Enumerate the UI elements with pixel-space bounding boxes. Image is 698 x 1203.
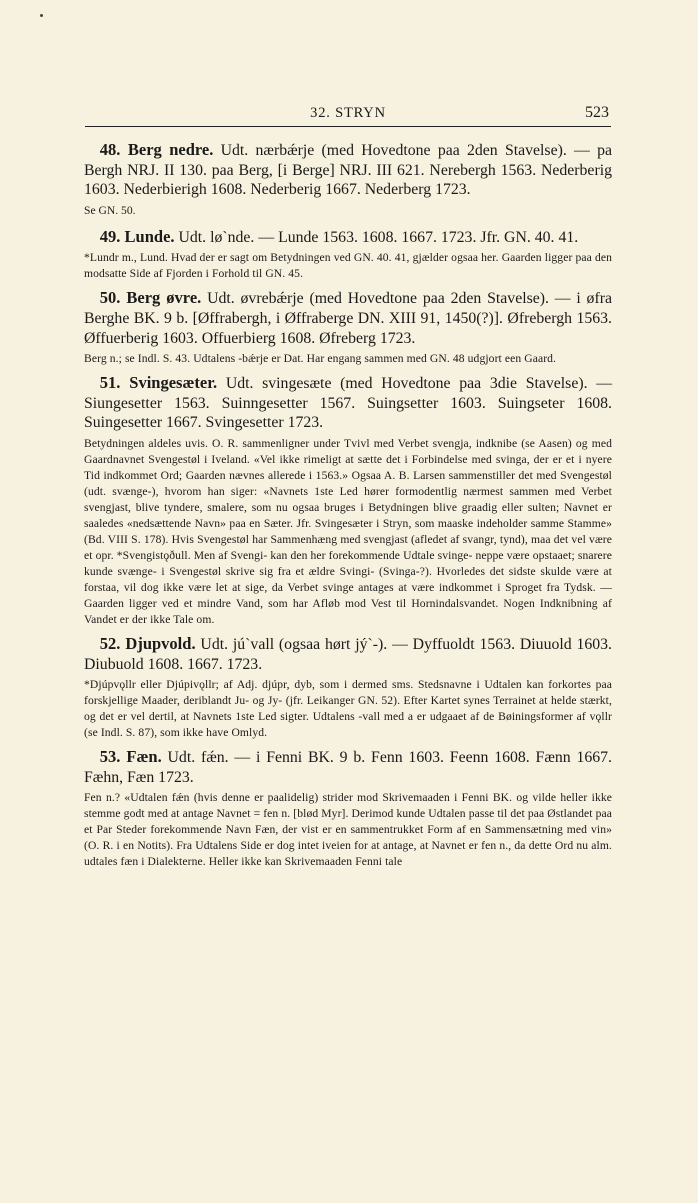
entry-note: Betydningen aldeles uvis. O. R. sammenligner under Tvivl med Verbet svengja, indknibe (se Aasen) og med Gaardnavnet Svengestøl i Iveland. «Vel ikke rimeligt at sætte det i Forbindelse med svinga, der er et i nyere Tid indkommet Ord; Gaarden nævnes allerede i 1563.» Ogsaa A. B. Larsen sammenstiller det med Svengestøl (udt. svænge-), hvorom han siger: «Navnets 1ste Led hører formodentlig nærmest sammen med Verbet svengjast, blive tyndere, smalere, som nu ogsaa bruges i Betydningen blive graadig eller sulten; Navnet er saaledes «nedsættende Navn» paa en Sæter. Jfr. Svingesæter i Stryn, som maaske indeholder samme Stamme» (Bd. VIII S. 178). Hvis Svengestøl har Sammenhæng med svengjast (afledet af svangr, tynd), maa det vel være et opr. *Svengistǫðull. Men af Svengi- kan den her forekommende Udtale svinge- neppe være opstaaet; snarere kunde svænge- i Svengestøl skrive sig fra et ældre Svingi- (Svinga-?). Hvorledes det sidste skulde være at forstaa, vil dog ikke være let at sige, da Verbet svinge antages at være indkommet i Sproget fra Tydsk. — Gaarden ligger ved et mindre Vand, som har Afløb mod Vest til Hornindalsvandet. Nogen Indknibning af Vandet er der ikke Tale om. — [84, 436, 612, 626]
entry-note: Berg n.; se Indl. S. 43. Udtalens -bǽrje er Dat. Har engang sammen med GN. 48 udgjort een Gaard. — [84, 352, 557, 366]
entry-note: *Djúpvǫllr eller Djúpivǫllr; af Adj. djúpr, dyb, som i dermed sms. Stedsnavne i Udtalen kan forkortes paa forskjellige Maader, deriblandt Ju- og Jy- (jfr. Leikanger GN. 52). Efter Kartet synes Terrainet at helde stærkt, og det er vel dertil, at Navnets 1ste Led sigter. Udtalens -vall med a er udgaaet af de Bøiningsformer af vǫllr (se Indl. S. 87), som ikke have Omlyd. — [84, 678, 612, 740]
entry-name: Berg øvre. — [126, 288, 202, 308]
entry-note: *Lundr m., Lund. Hvad der er sagt om Betydningen ved GN. 40. 41, gjælder ogsaa her. Gaarden ligger paa den modsatte Side af Fjorden i Forhold til GN. 45. — [84, 251, 612, 281]
entry-text: Udt. jú`vall (ogsaa hørt jý`-). — Dyffuoldt 1563. Diuuold 1603. Diubuold 1608. 1667. 1723. — [84, 635, 613, 673]
entry-main — [84, 140, 612, 200]
entry-name: Lunde. — [124, 226, 175, 246]
print-speck — [40, 14, 43, 17]
entry-number: 53. — [99, 747, 121, 767]
entry-53 — [84, 747, 612, 870]
entry-text: Udt. øvrebǽrje (med Hovedtone paa 2den Stavelse). — i øfra Berghe BK. 9 b. [Øffrabergh, i Øffraberge DN. XIII 91, 1450(?)]. Øfrebergh 1563. Øffuerberig 1603. Offuerbierg 1608. Øfreberg 1723. — [84, 290, 612, 347]
entries — [84, 140, 612, 876]
entry-51 — [84, 373, 612, 628]
entry-number: 52. — [99, 633, 121, 653]
entry-main — [84, 634, 612, 674]
entry-49 — [84, 227, 612, 283]
entry-note: Fen n.? «Udtalen fǽn (hvis denne er paalidelig) strider mod Skrivemaaden i Fenni BK. og vilde heller ikke stemme godt med at antage Navnet = fen n. [blød Myr]. Derimod kunde Udtalen passe til det paa Østlandet paa et Par Steder forekommende Navn Fæn, der vist er en sammentrukket Form af en Sammensætning med vin» (O. R. i en Notits). Fra Udtalens Side er dog intet iveien for at antage, at Navnet er fen n., da dette Ord nu alm. udtales fæn i Dialekterne. Heller ikke kan Skrivemaaden Fenni tale — [84, 791, 612, 869]
entry-text: Udt. nærbǽrje (med Hovedtone paa 2den Stavelse). — pa Bergh NRJ. II 130. paa Berg, [i Berge] NRJ. III 621. Nerebergh 1563. Nederberig 1603. Nederbierigh 1608. Nederberig 1667. Nederberg 1723. — [84, 142, 613, 199]
entry-text: Udt. fǽn. — i Fenni BK. 9 b. Fenn 1603. Feenn 1608. Fænn 1667. Fæhn, Fæn 1723. — [84, 749, 613, 786]
entry-name: Djupvold. — [125, 633, 196, 653]
entry-number: 49. — [99, 226, 121, 246]
entry-text: Udt. svingesæte (med Hovedtone paa 3die Stavelse). — Siungesetter 1563. Suinngesetter 1567. Suingsetter 1603. Suingseter 1608. Suingesetter 1667. Svingesetter 1723. — [84, 375, 613, 432]
entry-52 — [84, 634, 612, 741]
entry-note: Se GN. 50. — [84, 203, 136, 217]
section-title: 32. STRYN — [310, 105, 386, 121]
header-rule — [85, 126, 611, 127]
entry-name: Fæn. — [126, 747, 162, 767]
entry-50 — [84, 288, 612, 367]
entry-main — [84, 373, 612, 433]
entry-48 — [84, 140, 612, 217]
entry-main — [84, 747, 612, 787]
entry-number: 48. — [99, 140, 121, 159]
entry-main — [84, 288, 612, 348]
entry-number: 50. — [99, 288, 121, 308]
entry-name: Svingesæter. — [129, 373, 218, 393]
page-number: 523 — [585, 104, 609, 121]
entry-name: Berg nedre. — [127, 140, 214, 159]
entry-number: 51. — [99, 373, 121, 393]
running-header — [85, 104, 611, 124]
entry-main — [84, 227, 612, 248]
entry-text: Udt. lø`nde. — Lunde 1563. 1608. 1667. 1723. Jfr. GN. 40. 41. — [178, 228, 579, 246]
